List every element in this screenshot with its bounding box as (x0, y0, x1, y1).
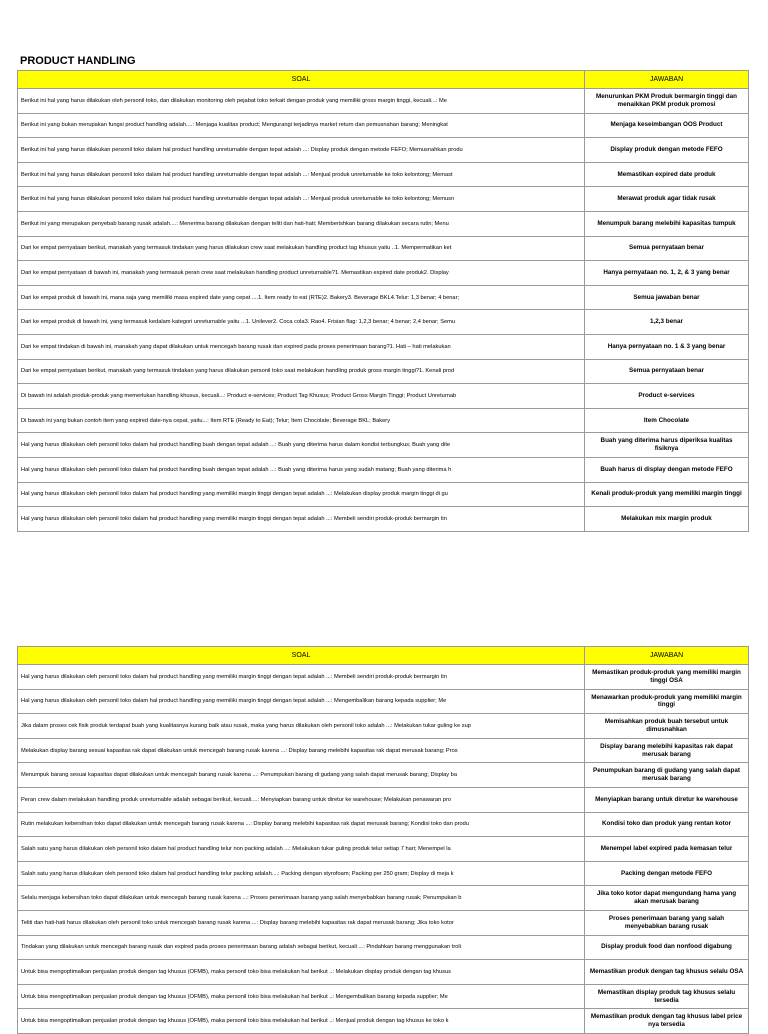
table-row (18, 935, 749, 960)
table-row (18, 984, 749, 1009)
answer-cell: 1,2,3 benar (585, 310, 749, 335)
question-cell: Berikut ini yang merupakan penyebab barang rusak adalah....: Menerima barang dilakukan dengan teliti dan hati-hati; Memberishkan barang dilakukan secara rutin; Menu (18, 211, 585, 236)
table-row (18, 787, 749, 812)
question-cell: Berikut ini hal yang harus dilakukan personil toko dalam hal product handling unreturnable dengan tepat adalah ...: Menjual produk unreturnable ke toko kelontong; Memusn (18, 187, 585, 212)
table-row (18, 482, 749, 507)
answer-cell: Packing dengan metode FEFO (585, 861, 749, 886)
question-cell: Hal yang harus dilakukan oleh personil toko dalam hal product handling buah dengan tepat adalah ...: Buah yang diterima harus yang sudah matang; Buah yang diterima h (18, 457, 585, 482)
question-cell: Untuk bisa mengoptimalkan penjualan produk dengan tag khusus (OFMB), maka personil toko bisa melakukan hal berikut ..: Menjual produk dengan tag khusus ke toko k (18, 1009, 585, 1034)
table-row (18, 886, 749, 911)
answer-cell: Semua jawaban benar (585, 285, 749, 310)
answer-cell: Display produk dengan metode FEFO (585, 138, 749, 163)
answer-cell: Kenali produk-produk yang memiliki margin tinggi (585, 482, 749, 507)
table-row (18, 763, 749, 788)
question-cell: Salah satu yang harus dilakukan oleh personil toko dalam hal product handling telur non packing adalah ...: Melakukan tukar guling produk telur setiap 7 hari; Menempel la (18, 837, 585, 862)
answer-cell: Jika toko kotor dapat mengundang hama yang akan merusak barang (585, 886, 749, 911)
question-cell: Dari ke empat produk di bawah ini, mana saja yang memiliki masa expired date yang cepat ....1. Item ready to eat (RTE)2. Bakery3. Beverage BKL4.Telur: 1,3 benar; 4 benar; (18, 285, 585, 310)
question-cell: Hal yang harus dilakukan oleh personil toko dalam hal product handling yang memiliki margin tinggi dengan tepat adalah ...: Mengembalikan barang kepada supplier; Me (18, 689, 585, 714)
table-row (18, 236, 749, 261)
answer-cell: Menurunkan PKM Produk bermargin tinggi dan menaikkan PKM produk promosi (585, 89, 749, 114)
question-cell: Peran crew dalam melakukan handling produk unreturnable adalah sebagai berikut, kecuali....: Menyiapkan barang untuk diretur ke warehouse; Melakukan penawaran pro (18, 787, 585, 812)
question-cell: Di bawah ini adalah produk-produk yang memerlukan handling khusus, kecuali...: Product e-services; Product Tag Khusus; Product Gross Margin Tinggi; Product Unreturnab (18, 384, 585, 409)
question-cell: Hal yang harus dilakukan oleh personil toko dalam hal product handling yang memiliki margin tinggi dengan tepat adalah ...: Membeli sendiri produk-produk bermargin tin (18, 665, 585, 690)
question-cell: Di bawah ini yang bukan contoh item yang expired date-nya cepat, yaitu...: Item RTE (Ready to Eat); Telur; Item Chocolate; Beverage BKL; Bakery (18, 408, 585, 433)
question-cell: Melakukan display barang sesuai kapasitas rak dapat dilakukan untuk mencegah barang rusak karena ...: Display barang melebihi kapasitas rak dapat merusak barang; Pros (18, 738, 585, 763)
table-row (18, 910, 749, 935)
answer-cell: Product e-services (585, 384, 749, 409)
table-row (18, 689, 749, 714)
answer-cell: Menawarkan produk-produk yang memiliki margin tinggi (585, 689, 749, 714)
table-row (18, 1009, 749, 1034)
question-cell: Berikut ini hal yang harus dilakukan personil toko dalam hal product handling unreturnable dengan tepat adalah ...: Display produk dengan metode FEFO; Memusnahkan produ (18, 138, 585, 163)
question-cell: Hal yang harus dilakukan oleh personil toko dalam hal product handling buah dengan tepat adalah ...: Buah yang diterima harus dalam kondisi terbungkus; Buah yang dite (18, 433, 585, 458)
question-cell: Dari ke empat pernyataan berikut, manakah yang termasuk tindakan yang harus dilakukan personil toko saat melakukan handling produk gross margin tinggi?1. Kenali prod (18, 359, 585, 384)
question-cell: Dari ke empat produk di bawah ini, yang termasuk kedalam kategori unreturnable yaitu ...1. Unilever2. Coca cola3. Rao4. Frisian flag: 1,2,3 benar; 4 benar; 2,4 benar; Semu (18, 310, 585, 335)
table-row (18, 310, 749, 335)
jawaban-header: JAWABAN (585, 71, 749, 89)
table-row (18, 714, 749, 739)
question-cell: Selalu menjaga kebersihan toko dapat dilakukan untuk mencegah barang rusak karena ...: Proses penerimaan barang yang salah menyebabkan barang rusak; Penumpukan b (18, 886, 585, 911)
soal-header: SOAL (18, 647, 585, 665)
answer-cell: Semua pernyataan benar (585, 236, 749, 261)
answer-cell: Hanya pernyataan no. 1 & 3 yang benar (585, 334, 749, 359)
answer-cell: Merawat produk agar tidak rusak (585, 187, 749, 212)
table-row (18, 89, 749, 114)
qa-table-1 (17, 70, 749, 532)
question-cell: Hal yang harus dilakukan oleh personil toko dalam hal product handling yang memiliki margin tinggi dengan tepat adalah ...: Membeli sendiri produk-produk bermargin tin (18, 507, 585, 532)
table-row (18, 261, 749, 286)
page-title: PRODUCT HANDLING (20, 55, 136, 67)
table-row (18, 187, 749, 212)
answer-cell: Memastikan produk dengan tag khusus selalu OSA (585, 960, 749, 985)
table-row (18, 138, 749, 163)
question-cell: Berikut ini yang bukan merupakan fungsi product handling adalah....: Menjaga kualitas product; Mengurangi terjadinya market return dan pemusnahan barang; Meningkat (18, 113, 585, 138)
answer-cell: Hanya pernyataan no. 1, 2, & 3 yang benar (585, 261, 749, 286)
answer-cell: Menumpuk barang melebihi kapasitas tumpuk (585, 211, 749, 236)
question-cell: Hal yang harus dilakukan oleh personil toko dalam hal product handling yang memiliki margin tinggi dengan tepat adalah ...: Melakukan display produk margin tinggi di gu (18, 482, 585, 507)
answer-cell: Melakukan mix margin produk (585, 507, 749, 532)
table-row (18, 113, 749, 138)
table-row (18, 457, 749, 482)
answer-cell: Memastikan produk-produk yang memiliki margin tinggi OSA (585, 665, 749, 690)
question-cell: Teliti dan hati-hati harus dilakukan oleh personil toko untuk mencegah barang rusak karena ...: Display barang melebihi kapasitas rak dapat merusak barang; Jika toko kotor (18, 910, 585, 935)
question-cell: Jika dalam proses cek fisik produk terdapat buah yang kualitasnya kurang baik atau rusak, maka yang harus dilakukan oleh personil toko adalah ...: Melakukan tukar guling ke sup (18, 714, 585, 739)
soal-header: SOAL (18, 71, 585, 89)
table-row (18, 507, 749, 532)
answer-cell: Penumpukan barang di gudang yang salah dapat merusak barang (585, 763, 749, 788)
answer-cell: Memastikan display produk tag khusus selalu tersedia (585, 984, 749, 1009)
question-cell: Berikut ini hal yang harus dilakukan personil toko dalam hal product handling unreturnable dengan tepat adalah ...: Menjual produk unreturnable ke toko kelontong; Memast (18, 162, 585, 187)
answer-cell: Buah yang diterima harus diperiksa kualitas fisiknya (585, 433, 749, 458)
question-cell: Dari ke empat tindakan di bawah ini, manakah yang dapat dilakukan untuk mencegah barang rusak dan expired pada proses penerimaan barang?1. Hati – hati melakukan (18, 334, 585, 359)
answer-cell: Menempel label expired pada kemasan telur (585, 837, 749, 862)
table-row (18, 812, 749, 837)
table-row (18, 861, 749, 886)
answer-cell: Menjaga keseimbangan OOS Product (585, 113, 749, 138)
answer-cell: Display produk food dan nonfood digabung (585, 935, 749, 960)
table-row (18, 738, 749, 763)
table-row (18, 408, 749, 433)
question-cell: Berikut ini hal yang harus dilakukan oleh personil toko, dan dilakukan monitoring oleh pejabat toko terkait dengan produk yang memiliki gross margin tinggi, kecuali...: Me (18, 89, 585, 114)
question-cell: Untuk bisa mengoptimalkan penjualan produk dengan tag khusus (OFMB), maka personil toko bisa melakukan hal berikut ..: Melakukan display produk dengan tag khusus (18, 960, 585, 985)
answer-cell: Semua pernyataan benar (585, 359, 749, 384)
answer-cell: Memastikan expired date produk (585, 162, 749, 187)
answer-cell: Proses penerimaan barang yang salah menyebabkan barang rusak (585, 910, 749, 935)
answer-cell: Memastikan produk dengan tag khusus label price nya tersedia (585, 1009, 749, 1034)
table-row (18, 837, 749, 862)
table-row (18, 665, 749, 690)
table-row (18, 162, 749, 187)
table-row (18, 433, 749, 458)
question-cell: Dari ke empat pernyataan di bawah ini, manakah yang termasuk peran crew saat melakukan handling product unreturnable?1. Memastikan expired date produk2. Display (18, 261, 585, 286)
question-cell: Menumpuk barang sesuai kapasitas dapat dilakukan untuk mencegah barang rusak karena ...: Penumpukan barang di gudang yang salah dapat merusak barang; Display ba (18, 763, 585, 788)
question-cell: Dari ke empat pernyataan berikut, manakah yang termasuk tindakan yang harus dilakukan crew saat melakukan handling product tag khusus yaitu ..1. Mempermatikan ket (18, 236, 585, 261)
answer-cell: Kondisi toko dan produk yang rentan kotor (585, 812, 749, 837)
table-row (18, 334, 749, 359)
qa-table-2 (17, 646, 749, 1034)
question-cell: Untuk bisa mengoptimalkan penjualan produk dengan tag khusus (OFMB), maka personil toko bisa melakukan hal berikut ..: Mengembalikan barang kepada supplier; Me (18, 984, 585, 1009)
table-row (18, 359, 749, 384)
table-row (18, 960, 749, 985)
question-cell: Salah satu yang harus dilakukan oleh personil toko dalam hal product handling telur packing adalah....: Packing dengan styrofoam; Packing per 250 gram; Display di meja k (18, 861, 585, 886)
question-cell: Rutin melakukan kebersihan toko dapat dilakukan untuk mencegah barang rusak karena ...: Display barang melebihi kapasitas rak dapat merusak barang; Kondisi toko dan produ (18, 812, 585, 837)
answer-cell: Item Chocolate (585, 408, 749, 433)
table-row (18, 211, 749, 236)
answer-cell: Menyiapkan barang untuk diretur ke warehouse (585, 787, 749, 812)
answer-cell: Display barang melebihi kapasitas rak dapat merusak barang (585, 738, 749, 763)
table-row (18, 285, 749, 310)
question-cell: Tindakan yang dilakukan untuk mencegah barang rusak dan expired pada proses penerimaan barang adalah sebagai berikut, kecuali ...: Pindahkan barang menggunakan troli (18, 935, 585, 960)
jawaban-header: JAWABAN (585, 647, 749, 665)
answer-cell: Buah harus di display dengan metode FEFO (585, 457, 749, 482)
answer-cell: Memisahkan produk buah tersebut untuk dimusnahkan (585, 714, 749, 739)
table-row (18, 384, 749, 409)
